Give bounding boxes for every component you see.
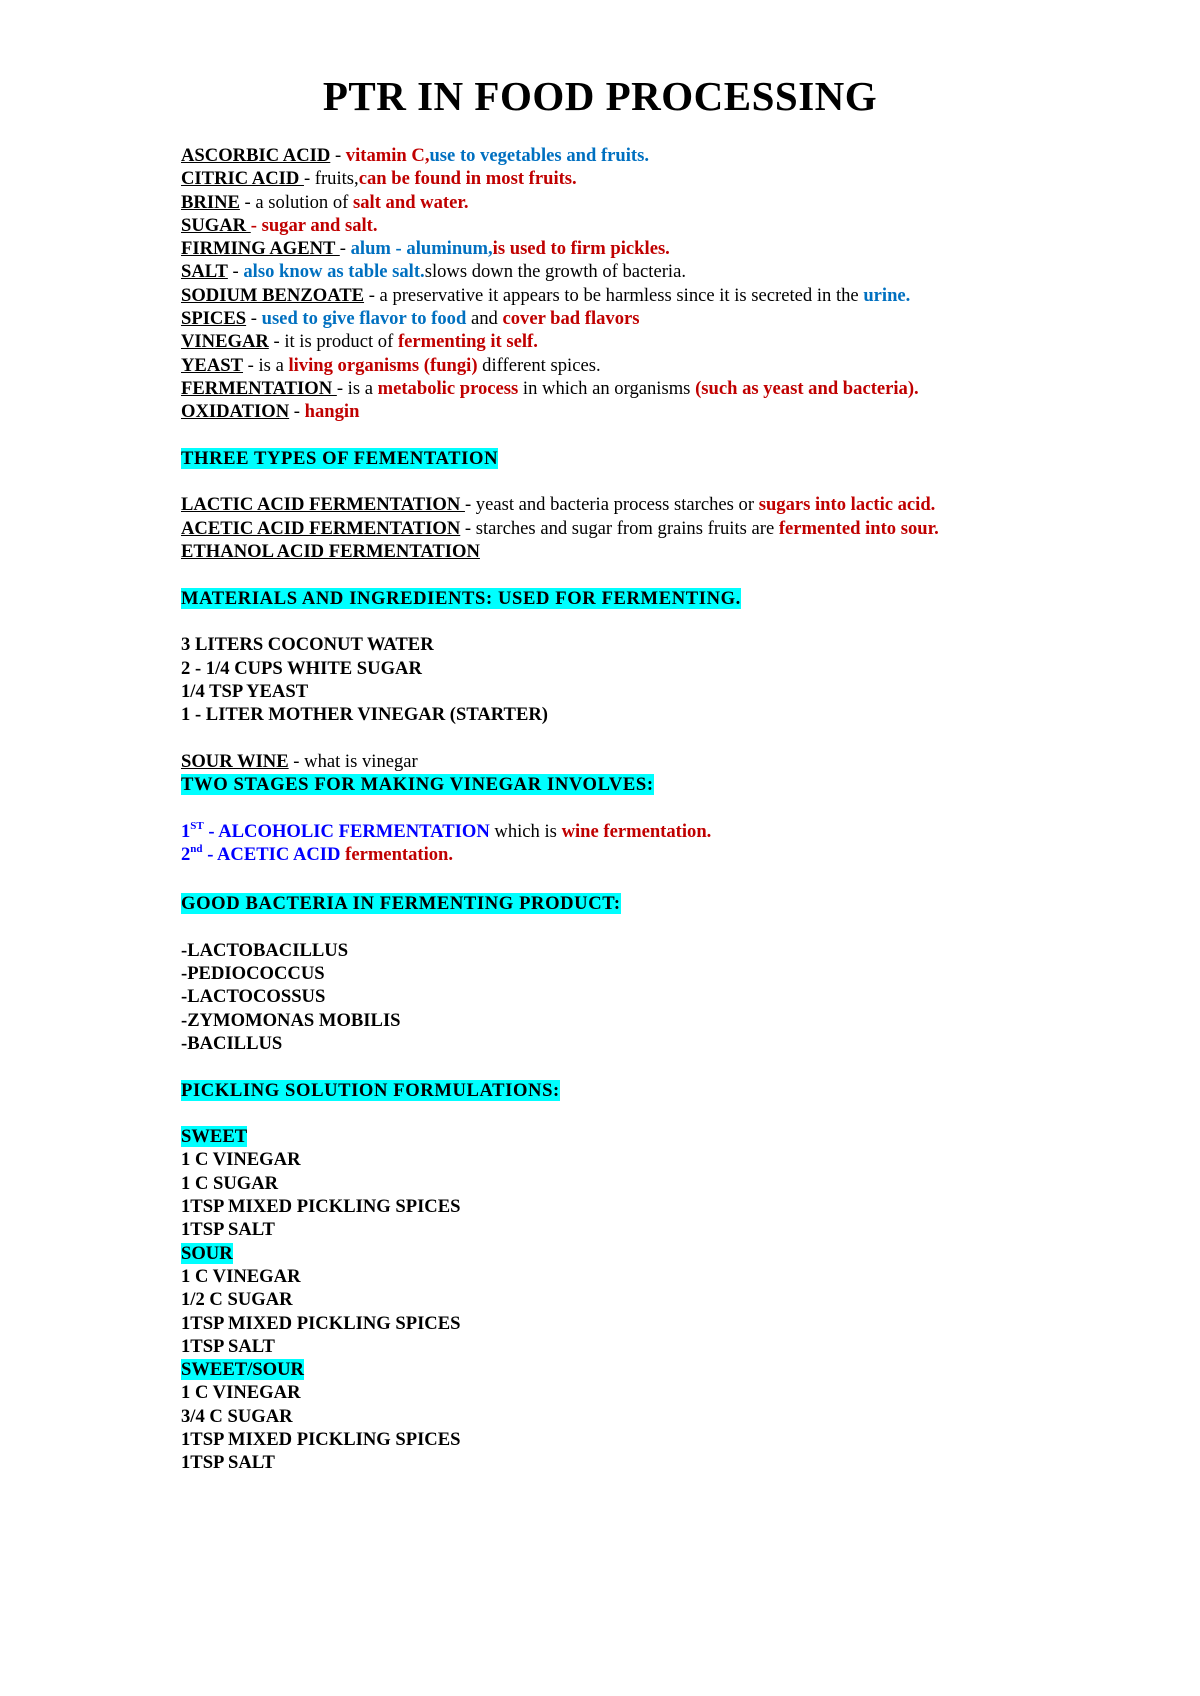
separator: - xyxy=(243,354,259,376)
definition-line xyxy=(181,400,1161,423)
ingredient-item: 3 LITERS COCONUT WATER xyxy=(181,634,434,656)
definition-line xyxy=(181,237,1161,260)
term: FIRMING AGENT xyxy=(181,238,340,260)
ingredient-item: 1 - LITER MOTHER VINEGAR (STARTER) xyxy=(181,704,548,726)
definition-line xyxy=(181,354,1161,377)
definition-text: and xyxy=(466,308,503,330)
ingredient-item: 1/4 TSP YEAST xyxy=(181,680,309,702)
bacteria-item: -LACTOCOSSUS xyxy=(181,986,326,1008)
definition-line xyxy=(181,493,1161,516)
formulation-name: SOUR xyxy=(181,1242,233,1264)
formulation-heading-line xyxy=(181,1242,1161,1265)
formulation-name: SWEET xyxy=(181,1126,248,1148)
formulation-item: 1/2 C SUGAR xyxy=(181,1289,293,1311)
page-title: PTR IN FOOD PROCESSING xyxy=(322,73,878,119)
bacteria-item: -BACILLUS xyxy=(181,1032,283,1054)
separator: - xyxy=(288,750,305,772)
stage-end-text: wine fermentation. xyxy=(561,820,712,842)
sour-wine-line xyxy=(181,750,1161,773)
definition-line xyxy=(181,191,1161,214)
term: FERMENTATION xyxy=(181,377,337,399)
formulation-item: 1TSP SALT xyxy=(181,1452,275,1474)
document-body xyxy=(181,144,1161,1475)
stage-first xyxy=(181,820,1161,843)
definition-text: is a xyxy=(258,354,289,376)
definition-text: different spices. xyxy=(477,354,601,376)
definition-line xyxy=(181,214,1161,237)
definition-text: is a xyxy=(347,377,378,399)
formulation-item: 1TSP MIXED PICKLING SPICES xyxy=(181,1429,461,1451)
formulation-item: 3/4 C SUGAR xyxy=(181,1405,293,1427)
definition-text: in which an organisms xyxy=(518,377,696,399)
separator: - xyxy=(268,331,285,353)
term: VINEGAR xyxy=(181,331,269,353)
section-heading-fermentation: THREE TYPES OF FEMENTATION xyxy=(181,447,499,469)
definition-text: is used to firm pickles. xyxy=(492,238,670,260)
formulation-item: 1TSP SALT xyxy=(181,1219,275,1241)
term: ACETIC ACID FERMENTATION xyxy=(181,517,461,539)
ingredient-item: 2 - 1/4 CUPS WHITE SUGAR xyxy=(181,657,422,679)
definition-text: hangin xyxy=(304,401,360,423)
term: SOUR WINE xyxy=(181,750,289,772)
separator: - xyxy=(246,308,262,330)
pickling-formulations xyxy=(181,1125,1161,1474)
section-heading-stages: TWO STAGES FOR MAKING VINEGAR INVOLVES: xyxy=(181,774,654,796)
definition-line xyxy=(181,167,1161,190)
formulation-item: 1 C SUGAR xyxy=(181,1172,279,1194)
section-heading-pickling: PICKLING SOLUTION FORMULATIONS: xyxy=(181,1079,560,1101)
definition-text: used to give flavor to food xyxy=(261,308,467,330)
formulation-heading-line xyxy=(181,1125,1161,1148)
stage-number: 1ST - ALCOHOLIC FERMENTATION xyxy=(181,819,490,842)
term: BRINE xyxy=(181,191,240,213)
term: LACTIC ACID FERMENTATION xyxy=(181,494,465,516)
separator: - xyxy=(339,238,351,260)
bacteria-item: -ZYMOMONAS MOBILIS xyxy=(181,1009,401,1031)
bacteria-item: -LACTOBACILLUS xyxy=(181,939,349,961)
term: CITRIC ACID xyxy=(181,168,304,190)
definition-text: living organisms (fungi) xyxy=(288,354,478,376)
definition-text: fermented into sour. xyxy=(778,517,939,539)
definition-text: fruits, xyxy=(314,168,359,190)
definition-line xyxy=(181,517,1161,540)
separator: - xyxy=(227,261,244,283)
formulation-item: 1TSP MIXED PICKLING SPICES xyxy=(181,1196,461,1218)
term: SUGAR xyxy=(181,214,251,236)
definition-text: also know as table salt. xyxy=(243,261,425,283)
separator: - xyxy=(303,168,315,190)
definition-text: metabolic process xyxy=(377,377,519,399)
definitions-list xyxy=(181,144,1161,424)
term: OXIDATION xyxy=(181,401,290,423)
definition-line xyxy=(181,540,1161,563)
definition-line xyxy=(181,144,1161,167)
stage-mid-text: which is xyxy=(489,820,562,842)
definition-text: it is product of xyxy=(284,331,398,353)
formulation-heading-line xyxy=(181,1358,1161,1381)
materials-list xyxy=(181,633,1161,726)
formulation-item: 1 C VINEGAR xyxy=(181,1382,301,1404)
formulation-item: 1TSP MIXED PICKLING SPICES xyxy=(181,1312,461,1334)
definition-line xyxy=(181,260,1161,283)
separator: - xyxy=(289,401,305,423)
stage-end-text: fermentation. xyxy=(345,843,454,865)
formulation-item: 1 C VINEGAR xyxy=(181,1265,301,1287)
definition-text: salt and water. xyxy=(353,191,469,213)
definition-line xyxy=(181,307,1161,330)
section-heading-materials: MATERIALS AND INGREDIENTS: USED FOR FERMENTING. xyxy=(181,587,741,609)
term: SPICES xyxy=(181,308,247,330)
definition-text: cover bad flavors xyxy=(502,308,640,330)
fermentation-list xyxy=(181,493,1161,563)
definition-text: starches and sugar from grains fruits are xyxy=(475,517,779,539)
stage-second xyxy=(181,843,1161,866)
stage-number: 2nd - ACETIC ACID xyxy=(181,842,346,865)
bacteria-list xyxy=(181,939,1161,1055)
definition-text: (such as yeast and bacteria). xyxy=(695,377,919,399)
definition-text: what is vinegar xyxy=(304,750,418,772)
separator: - xyxy=(336,377,348,399)
term: ETHANOL ACID FERMENTATION xyxy=(181,541,480,563)
term: SALT xyxy=(181,261,228,283)
formulation-item: 1TSP SALT xyxy=(181,1335,275,1357)
definition-text: urine. xyxy=(863,284,911,306)
bacteria-item: -PEDIOCOCCUS xyxy=(181,963,325,985)
separator: - xyxy=(464,494,476,516)
definition-line xyxy=(181,330,1161,353)
formulation-name: SWEET/SOUR xyxy=(181,1359,304,1381)
separator: - xyxy=(364,284,380,306)
definition-text: - sugar and salt. xyxy=(250,214,378,236)
definition-text: fermenting it self. xyxy=(397,331,538,353)
definition-text: a preservative it appears to be harmless since it is secreted in the xyxy=(379,284,864,306)
definition-text: alum - aluminum, xyxy=(350,238,493,260)
definition-text: yeast and bacteria process starches or xyxy=(475,494,759,516)
separator: - xyxy=(330,145,346,166)
definition-text: slows down the growth of bacteria. xyxy=(424,261,686,283)
definition-text: can be found in most fruits. xyxy=(358,168,577,190)
separator: - xyxy=(239,191,256,213)
section-heading-bacteria: GOOD BACTERIA IN FERMENTING PRODUCT: xyxy=(181,893,621,915)
definition-line xyxy=(181,377,1161,400)
definition-text: sugars into lactic acid. xyxy=(758,494,936,516)
definition-text: a solution of xyxy=(255,191,354,213)
term: ASCORBIC ACID xyxy=(181,145,331,166)
term: SODIUM BENZOATE xyxy=(181,284,365,306)
definition-text: vitamin C, xyxy=(345,145,430,166)
separator: - xyxy=(460,517,476,539)
term: YEAST xyxy=(181,354,244,376)
definition-line xyxy=(181,284,1161,307)
definition-text: use to vegetables and fruits. xyxy=(429,145,649,166)
formulation-item: 1 C VINEGAR xyxy=(181,1149,301,1171)
